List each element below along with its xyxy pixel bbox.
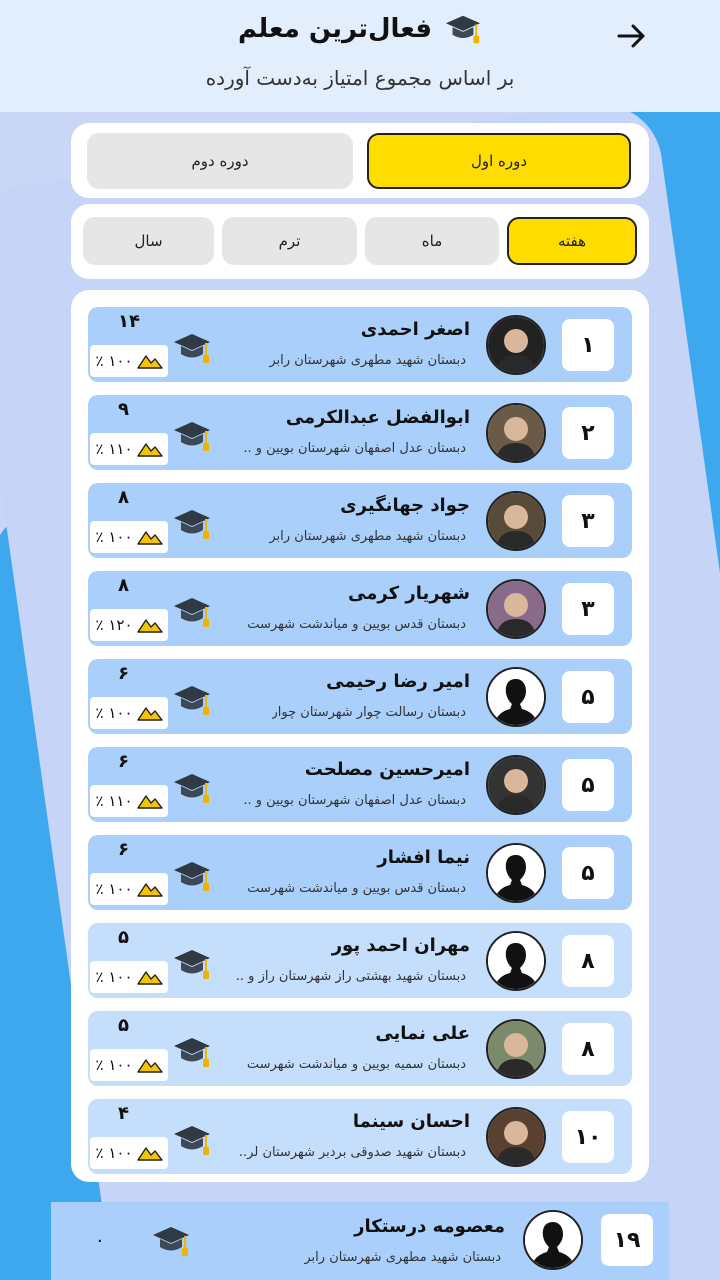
mountain-icon <box>137 441 163 457</box>
teacher-school: دبستان عدل اصفهان شهرستان بویین و .. <box>243 793 466 808</box>
rank-badge: ۸ <box>562 1023 614 1075</box>
avatar-photo <box>488 1021 544 1077</box>
avatar-photo <box>488 405 544 461</box>
teacher-name: جواد جهانگیری <box>340 495 470 516</box>
avatar-silhouette-icon <box>488 845 544 901</box>
avatar-photo <box>488 757 544 813</box>
percent-badge <box>90 961 168 993</box>
range-selector <box>71 204 649 279</box>
percent-badge <box>90 433 168 465</box>
teacher-name: شهریار کرمی <box>348 583 470 604</box>
avatar <box>523 1210 583 1270</box>
percent-value: ٪ ۱۰۰ <box>95 704 133 722</box>
percent-value: ٪ ۱۱۰ <box>95 792 133 810</box>
table-row[interactable] <box>88 1011 632 1086</box>
teacher-school: دبستان عدل اصفهان شهرستان بویین و .. <box>243 441 466 456</box>
teacher-school: دبستان قدس بویین و میاندشت شهرست <box>247 617 466 632</box>
percent-badge <box>90 1049 168 1081</box>
table-row[interactable] <box>88 835 632 910</box>
teacher-school: دبستان رسالت چوار شهرستان چوار <box>271 705 466 720</box>
avatar <box>486 755 546 815</box>
teacher-name: ابوالفضل عبدالکرمی <box>285 407 470 428</box>
teacher-score: ۸ <box>118 487 129 508</box>
avatar-photo <box>488 581 544 637</box>
tab-year[interactable]: سال <box>83 217 214 265</box>
rank-badge: ۱۰ <box>562 1111 614 1163</box>
graduation-cap-icon <box>172 947 212 981</box>
teacher-score: ۵ <box>118 1015 129 1036</box>
table-row[interactable] <box>88 747 632 822</box>
teacher-name: مهران احمد پور <box>331 935 470 956</box>
avatar <box>486 579 546 639</box>
rank-badge: ۱۹ <box>601 1214 653 1266</box>
rank-badge: ۳ <box>562 583 614 635</box>
tab-month[interactable]: ماه <box>365 217 499 265</box>
rank-badge: ۵ <box>562 847 614 899</box>
page-subtitle: بر اساس مجموع امتیاز به‌دست آورده <box>205 66 515 90</box>
teacher-score: ۸ <box>118 575 129 596</box>
graduation-cap-icon <box>444 12 482 46</box>
table-row[interactable] <box>88 483 632 558</box>
teacher-score: ۶ <box>118 751 129 772</box>
teacher-school: دبستان شهید بهشتی راز شهرستان راز و .. <box>235 969 466 984</box>
avatar <box>486 1107 546 1167</box>
percent-badge <box>90 1137 168 1169</box>
avatar <box>486 843 546 903</box>
percent-badge <box>90 873 168 905</box>
graduation-cap-icon <box>172 331 212 365</box>
table-row[interactable] <box>88 395 632 470</box>
percent-value: ٪ ۱۰۰ <box>95 1056 133 1074</box>
graduation-cap-icon <box>172 859 212 893</box>
teacher-name: نیما افشار <box>377 847 470 868</box>
mountain-icon <box>137 617 163 633</box>
mountain-icon <box>137 353 163 369</box>
percent-value: ٪ ۱۰۰ <box>95 1144 133 1162</box>
avatar <box>486 315 546 375</box>
page-title: فعال‌ترین معلم <box>238 14 432 44</box>
rank-badge: ۳ <box>562 495 614 547</box>
percent-value: ٪ ۱۰۰ <box>95 968 133 986</box>
rank-badge: ۱ <box>562 319 614 371</box>
mountain-icon <box>137 793 163 809</box>
avatar <box>486 931 546 991</box>
percent-value: ٪ ۱۱۰ <box>95 440 133 458</box>
percent-badge <box>90 609 168 641</box>
avatar-silhouette-icon <box>488 933 544 989</box>
graduation-cap-icon <box>151 1224 191 1258</box>
percent-badge <box>90 345 168 377</box>
rank-badge: ۸ <box>562 935 614 987</box>
teacher-name: اصغر احمدی <box>360 319 470 340</box>
teacher-school: دبستان شهید مطهری شهرستان رابر <box>304 1250 501 1265</box>
tab-period-2[interactable]: دوره دوم <box>87 133 353 189</box>
teacher-name: علی نمایی <box>375 1023 470 1044</box>
teacher-score: ۹ <box>118 399 129 420</box>
graduation-cap-icon <box>172 1123 212 1157</box>
teacher-score: ۱۴ <box>118 311 140 332</box>
mountain-icon <box>137 705 163 721</box>
current-user-row[interactable] <box>51 1202 669 1280</box>
avatar-photo <box>488 317 544 373</box>
teacher-school: دبستان قدس بویین و میاندشت شهرست <box>247 881 466 896</box>
table-row[interactable] <box>88 923 632 998</box>
teacher-name: احسان سینما <box>352 1111 470 1132</box>
mountain-icon <box>137 1057 163 1073</box>
mountain-icon <box>137 1145 163 1161</box>
avatar-photo <box>488 1109 544 1165</box>
avatar <box>486 491 546 551</box>
teacher-name: امیرحسین مصلحت <box>304 759 470 780</box>
avatar <box>486 667 546 727</box>
table-row[interactable] <box>88 307 632 382</box>
tab-term[interactable]: ترم <box>222 217 357 265</box>
rank-badge: ۵ <box>562 671 614 723</box>
teacher-school: دبستان شهید مطهری شهرستان رابر <box>269 529 466 544</box>
avatar-photo <box>488 493 544 549</box>
percent-badge <box>90 521 168 553</box>
avatar <box>486 1019 546 1079</box>
tab-period-1[interactable]: دوره اول <box>367 133 631 189</box>
teacher-name: امیر رضا رحیمی <box>326 671 470 692</box>
rank-badge: ۵ <box>562 759 614 811</box>
table-row[interactable] <box>88 1099 632 1174</box>
teacher-score: ۶ <box>118 839 129 860</box>
percent-badge <box>90 697 168 729</box>
mountain-icon <box>137 881 163 897</box>
period-selector <box>71 123 649 198</box>
mountain-icon <box>137 529 163 545</box>
graduation-cap-icon <box>172 1035 212 1069</box>
avatar-silhouette-icon <box>525 1212 581 1268</box>
graduation-cap-icon <box>172 419 212 453</box>
mountain-icon <box>137 969 163 985</box>
percent-value: ٪ ۱۰۰ <box>95 528 133 546</box>
teacher-score: ۰ <box>95 1230 105 1251</box>
header <box>0 0 720 112</box>
avatar-silhouette-icon <box>488 669 544 725</box>
teacher-school: دبستان شهید صدوقی بردبر شهرستان لر.. <box>238 1145 466 1160</box>
percent-value: ٪ ۱۲۰ <box>95 616 133 634</box>
graduation-cap-icon <box>172 507 212 541</box>
graduation-cap-icon <box>172 595 212 629</box>
percent-value: ٪ ۱۰۰ <box>95 880 133 898</box>
teacher-name: معصومه درستکار <box>354 1216 505 1237</box>
avatar <box>486 403 546 463</box>
percent-value: ٪ ۱۰۰ <box>95 352 133 370</box>
teacher-school: دبستان شهید مطهری شهرستان رابر <box>269 353 466 368</box>
graduation-cap-icon <box>172 683 212 717</box>
teacher-score: ۶ <box>118 663 129 684</box>
table-row[interactable] <box>88 571 632 646</box>
teacher-score: ۵ <box>118 927 129 948</box>
teacher-school: دبستان سمیه بویین و میاندشت شهرست <box>246 1057 466 1072</box>
tab-week[interactable]: هفته <box>507 217 637 265</box>
percent-badge <box>90 785 168 817</box>
rank-badge: ۲ <box>562 407 614 459</box>
teacher-score: ۴ <box>118 1103 129 1124</box>
table-row[interactable] <box>88 659 632 734</box>
graduation-cap-icon <box>172 771 212 805</box>
